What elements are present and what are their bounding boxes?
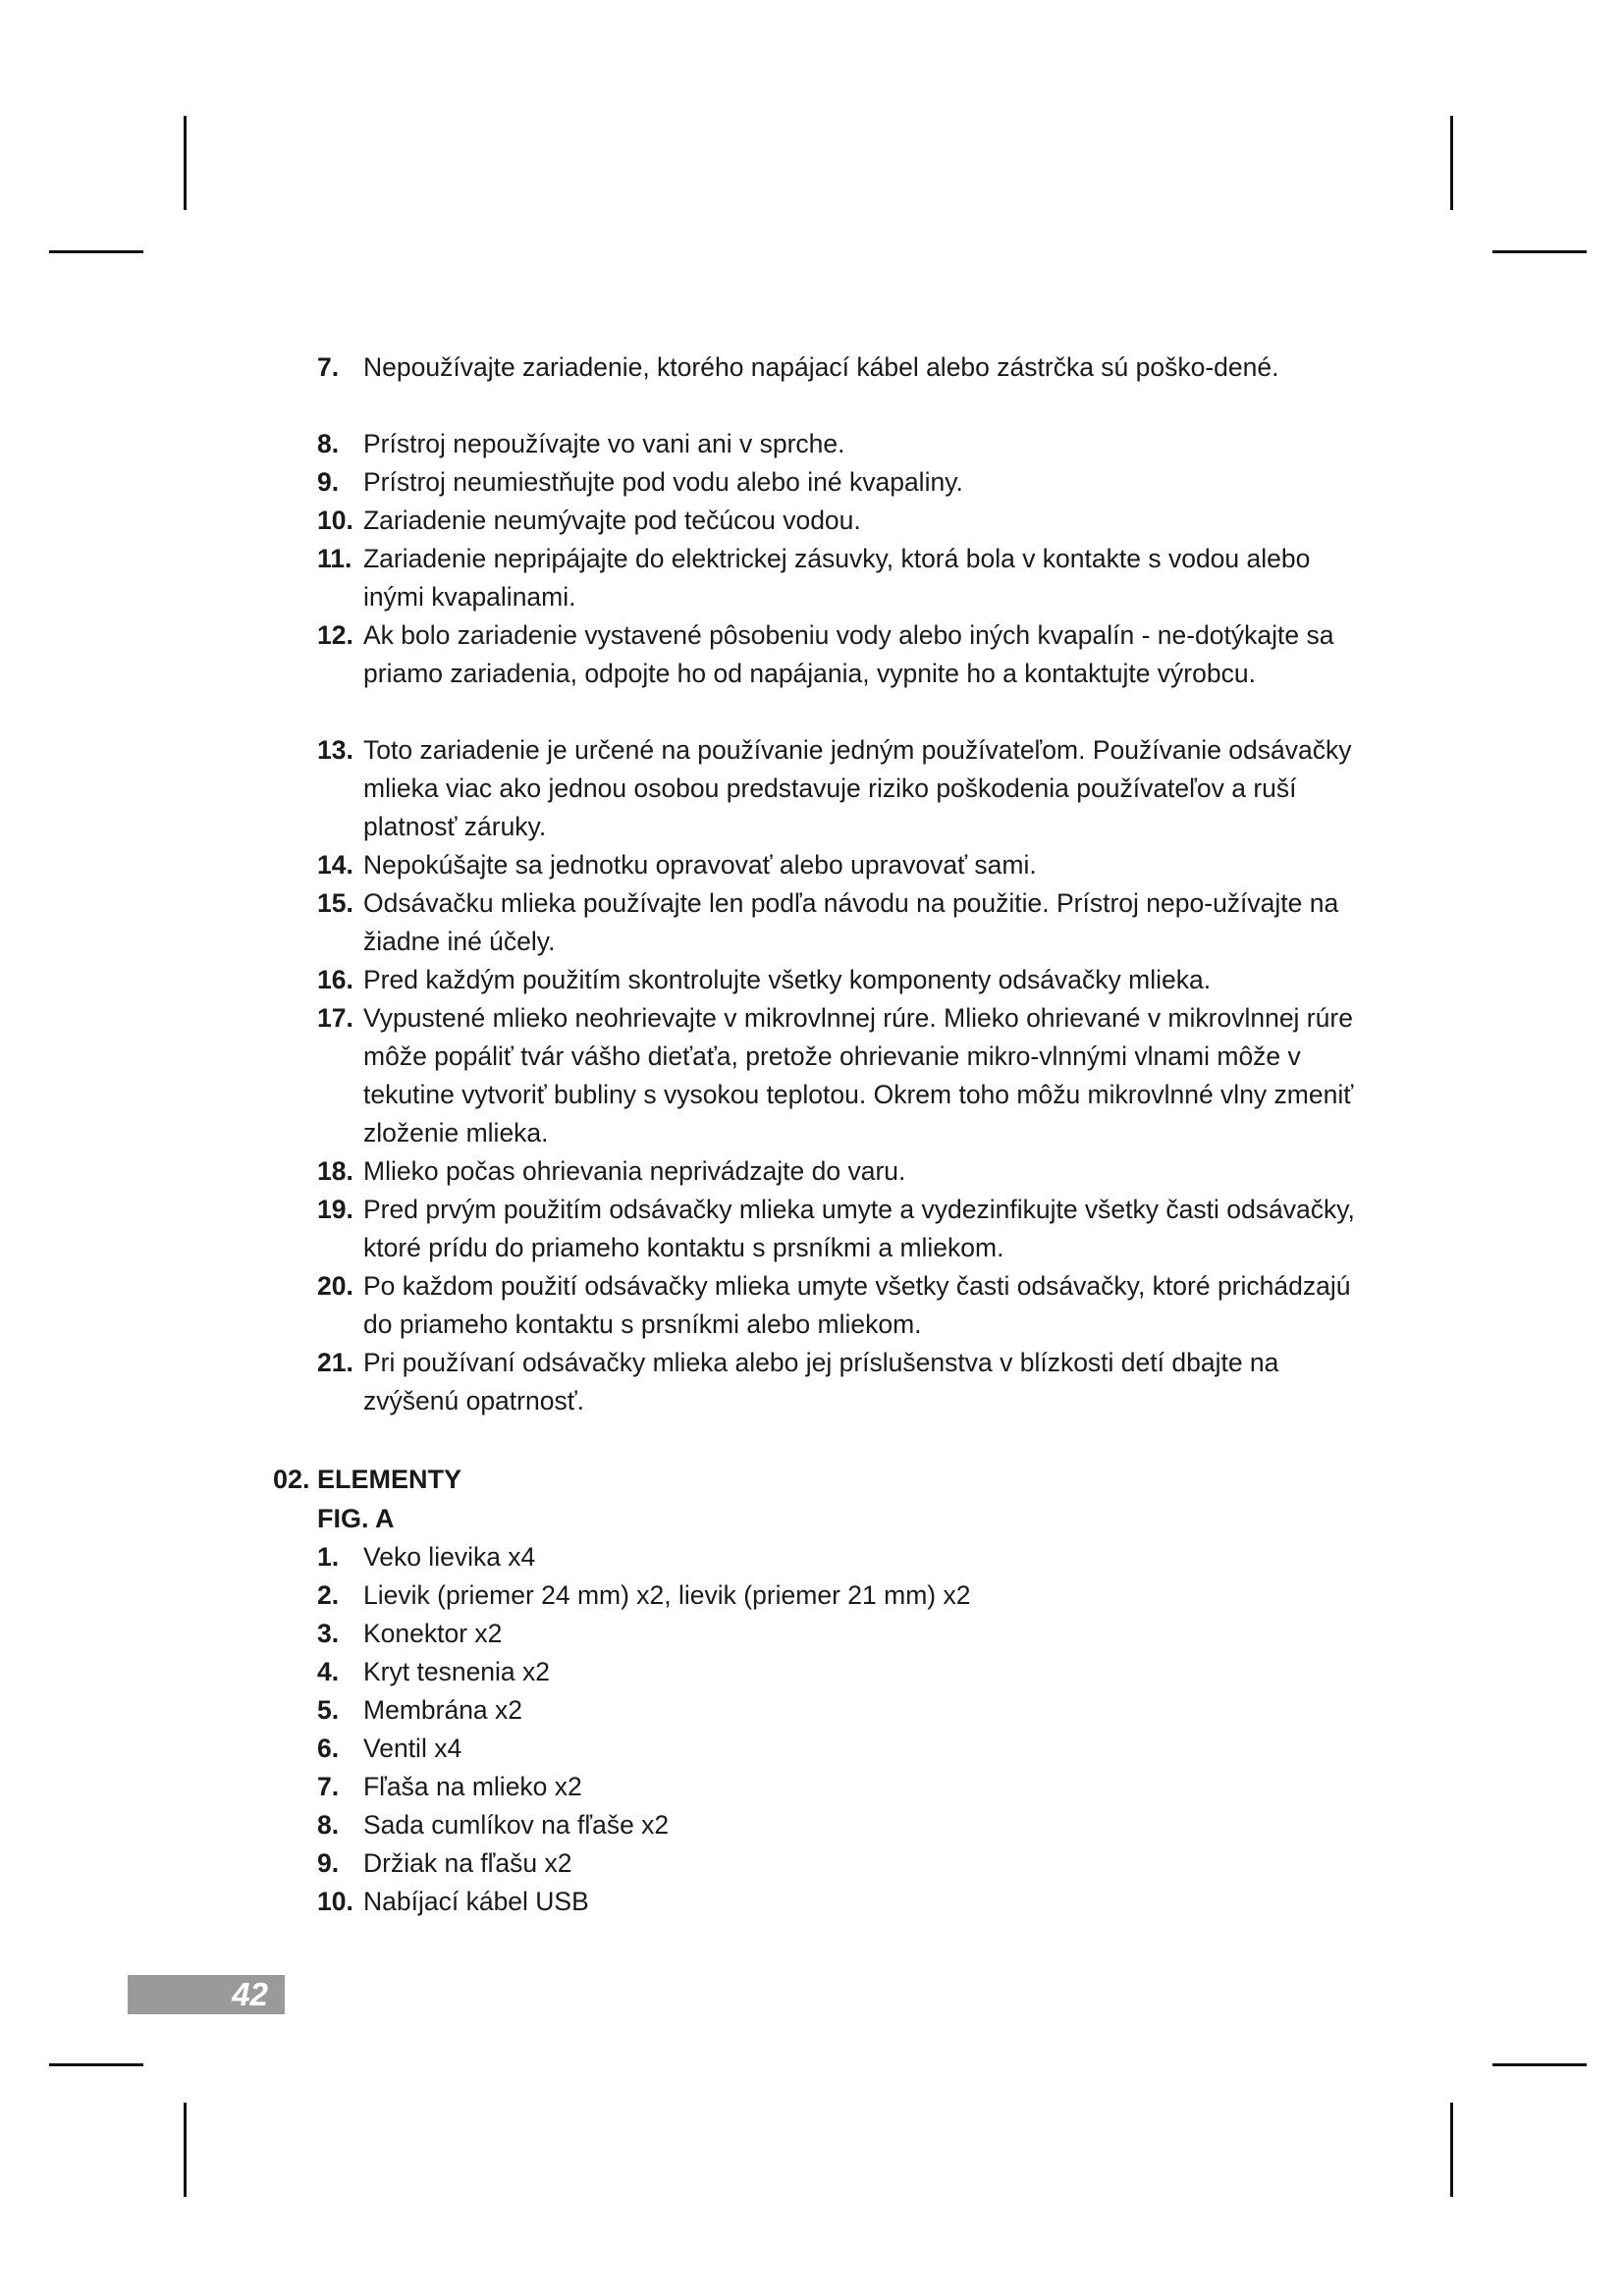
- figure-label: FIG. A: [317, 1504, 395, 1533]
- item-text: Pred prvým použitím odsávačky mlieka umyte a vydezinfikujte všetky časti odsávačky, ktoré prídu do priameho kontaktu s prsníkmi a mliekom.: [363, 1195, 1355, 1262]
- list-item: [317, 425, 1368, 463]
- item-text: Lievik (priemer 24 mm) x2, lievik (priemer 21 mm) x2: [363, 1580, 971, 1610]
- item-number: 10.: [317, 506, 353, 535]
- item-text: Ak bolo zariadenie vystavené pôsobeniu vody alebo iných kvapalín - ne-dotýkajte sa priamo zariadenia, odpojte ho od napájania, vypnite ho a kontaktujte výrobcu.: [363, 620, 1334, 688]
- item-number: 2.: [317, 1580, 340, 1610]
- item-text: Ventil x4: [363, 1734, 462, 1763]
- item-number: 8.: [317, 1810, 340, 1840]
- item-number: 9.: [317, 1848, 340, 1878]
- element-item: [317, 1730, 1368, 1768]
- list-item: [317, 961, 1368, 999]
- element-item: [317, 1806, 1368, 1844]
- list-item: [317, 1191, 1368, 1267]
- list-item: [317, 731, 1368, 846]
- item-text: Pri používaní odsávačky mlieka alebo jej príslušenstva v blízkosti detí dbajte na zvýšenú opatrnosť.: [363, 1348, 1279, 1415]
- item-number: 1.: [317, 1542, 340, 1572]
- element-item: [317, 1576, 1368, 1615]
- item-number: 11.: [317, 544, 352, 573]
- item-text: Toto zariadenie je určené na používanie jedným používateľom. Používanie odsávačky mlieka viac ako jednou osobou predstavuje riziko poškodenia používateľov a ruší platnosť záruky.: [363, 735, 1352, 841]
- item-number: 9.: [317, 467, 340, 497]
- item-text: Držiak na fľašu x2: [363, 1848, 572, 1878]
- element-item: [317, 1691, 1368, 1730]
- item-number: 15.: [317, 888, 353, 918]
- item-number: 6.: [317, 1734, 340, 1763]
- item-text: Prístroj nepoužívajte vo vani ani v sprche.: [363, 429, 845, 458]
- element-item: [317, 1768, 1368, 1806]
- item-text: Konektor x2: [363, 1619, 503, 1648]
- item-number: 4.: [317, 1657, 340, 1686]
- item-text: Odsávačku mlieka používajte len podľa návodu na použitie. Prístroj nepo-užívajte na žiadne iné účely.: [363, 888, 1339, 956]
- item-number: 17.: [317, 1003, 353, 1033]
- item-text: Vypustené mlieko neohrievajte v mikrovlnnej rúre. Mlieko ohrievané v mikrovlnnej rúre môže popáliť tvár vášho dieťaťa, pretože ohrievanie mikro-vlnnými vlnami môže v tekutine vytvoriť bubliny s vysokou teplotou. Okrem toho môžu mikrovlnné vlny zmeniť zloženie mlieka.: [363, 1003, 1354, 1148]
- item-text: Nepokúšajte sa jednotku opravovať alebo upravovať sami.: [363, 850, 1037, 880]
- item-number: 20.: [317, 1271, 353, 1301]
- item-text: Veko lievika x4: [363, 1542, 536, 1572]
- list-item: [317, 502, 1368, 540]
- item-text: Mlieko počas ohrievania neprivádzajte do varu.: [363, 1156, 906, 1186]
- item-text: Membrána x2: [363, 1695, 523, 1725]
- list-item: [317, 540, 1368, 616]
- item-number: 12.: [317, 620, 353, 650]
- item-text: Nabíjací kábel USB: [363, 1887, 589, 1916]
- element-item: [317, 1653, 1368, 1691]
- item-number: 5.: [317, 1695, 340, 1725]
- list-item: [317, 884, 1368, 961]
- item-number: 13.: [317, 735, 353, 765]
- item-text: Kryt tesnenia x2: [363, 1657, 551, 1686]
- item-number: 3.: [317, 1619, 340, 1648]
- item-number: 18.: [317, 1156, 353, 1186]
- item-number: 16.: [317, 965, 353, 994]
- section-title: 02. ELEMENTY: [273, 1465, 462, 1494]
- list-item: [317, 846, 1368, 884]
- item-text: Po každom použití odsávačky mlieka umyte všetky časti odsávačky, ktoré prichádzajú do priameho kontaktu s prsníkmi alebo mliekom.: [363, 1271, 1351, 1339]
- item-number: 14.: [317, 850, 353, 880]
- list-item: [317, 1152, 1368, 1191]
- item-number: 8.: [317, 429, 340, 458]
- element-item: [317, 1844, 1368, 1883]
- element-item: [317, 1538, 1368, 1576]
- list-item: [317, 616, 1368, 693]
- list-item: [317, 348, 1368, 387]
- item-number: 21.: [317, 1348, 353, 1377]
- element-item: [317, 1615, 1368, 1653]
- list-item: [317, 463, 1368, 502]
- list-item: [317, 1267, 1368, 1344]
- item-text: Pred každým použitím skontrolujte všetky komponenty odsávačky mlieka.: [363, 965, 1212, 994]
- list-item: [317, 1344, 1368, 1420]
- item-text: Sada cumlíkov na fľaše x2: [363, 1810, 670, 1840]
- item-text: Nepoužívajte zariadenie, ktorého napájací kábel alebo zástrčka sú poško-dené.: [363, 352, 1279, 382]
- list-item: [317, 999, 1368, 1152]
- item-text: Zariadenie nepripájajte do elektrickej zásuvky, ktorá bola v kontakte s vodou alebo inými kvapalinami.: [363, 544, 1311, 612]
- item-text: Zariadenie neumývajte pod tečúcou vodou.: [363, 506, 861, 535]
- item-text: Prístroj neumiestňujte pod vodu alebo iné kvapaliny.: [363, 467, 963, 497]
- item-number: 19.: [317, 1195, 353, 1224]
- item-text: Fľaša na mlieko x2: [363, 1772, 582, 1801]
- item-number: 7.: [317, 352, 340, 382]
- element-item: [317, 1883, 1368, 1921]
- item-number: 10.: [317, 1887, 353, 1916]
- item-number: 7.: [317, 1772, 340, 1801]
- page-number: 42: [128, 1975, 285, 2014]
